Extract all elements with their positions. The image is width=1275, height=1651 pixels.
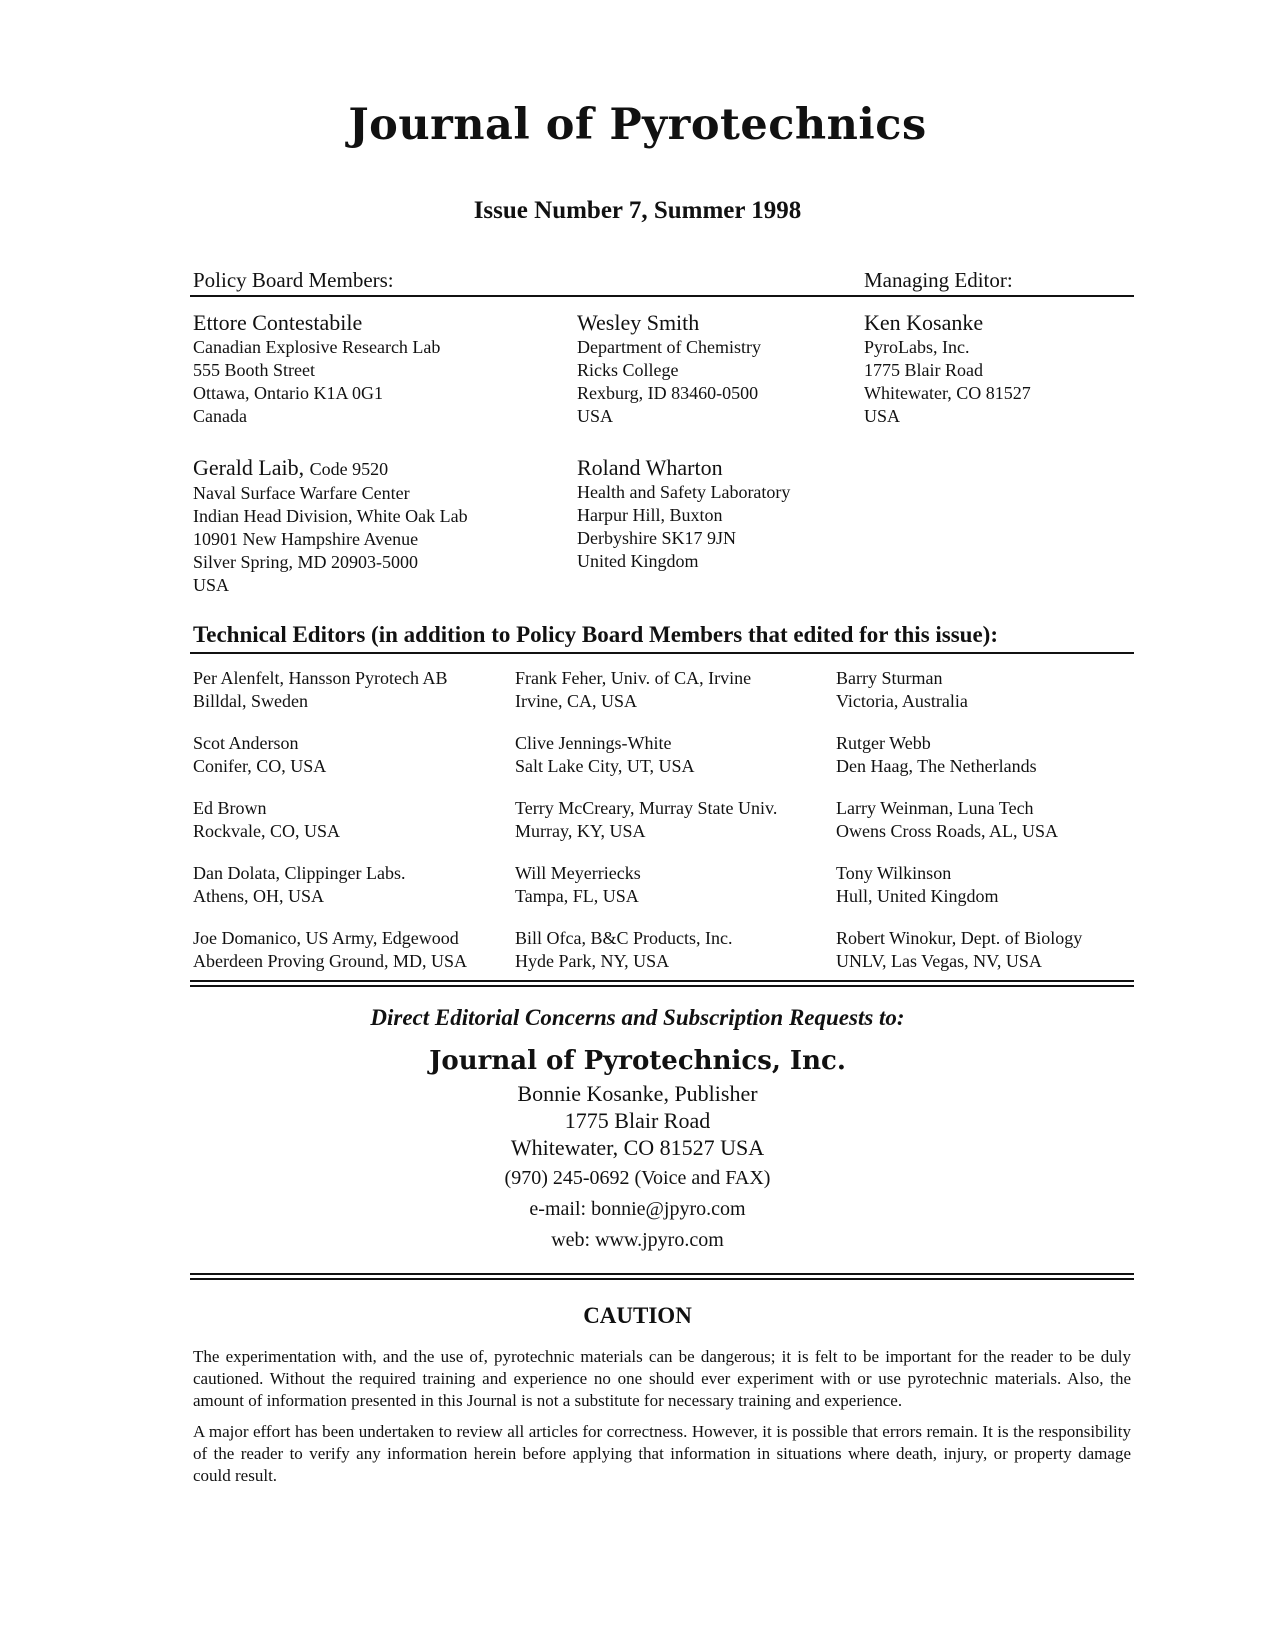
editor-name: Per Alenfelt, Hansson Pyrotech AB — [193, 668, 448, 688]
member-line: Harpur Hill, Buxton — [577, 505, 723, 525]
editor-name: Scot Anderson — [193, 733, 299, 753]
caution-paragraph: A major effort has been undertaken to review all articles for correctness. However, it is possible that errors remain. It is the responsibility of the reader to verify any information herein before applying that information in situations where death, injury, or property damage could result. — [193, 1422, 1131, 1485]
caution-heading: CAUTION — [583, 1303, 692, 1328]
policy-board-rule — [190, 295, 1134, 297]
editor-location: Tampa, FL, USA — [515, 886, 639, 906]
email-line: e-mail: bonnie@jpyro.com — [529, 1198, 746, 1220]
city-line: Whitewater, CO 81527 USA — [510, 1135, 765, 1160]
member-name-text: Gerald Laib, — [193, 455, 305, 480]
editor-name: Will Meyerriecks — [515, 863, 641, 883]
editor-name: Frank Feher, Univ. of CA, Irvine — [515, 668, 752, 688]
member-line: Canadian Explosive Research Lab — [193, 337, 441, 357]
editor-entry — [836, 732, 1151, 778]
editor-location: Murray, KY, USA — [515, 821, 646, 841]
managing-editor — [864, 310, 1031, 428]
policy-member — [577, 310, 761, 428]
editor-name: Terry McCreary, Murray State Univ. — [515, 798, 778, 818]
editor-name: Larry Weinman, Luna Tech — [836, 798, 1034, 818]
editor-entry — [836, 797, 1151, 843]
member-line: Naval Surface Warfare Center — [193, 483, 410, 503]
member-name: Roland Wharton — [577, 455, 723, 480]
editor-location: Victoria, Australia — [836, 691, 968, 711]
technical-editors-rule — [190, 652, 1134, 654]
editor-location: UNLV, Las Vegas, NV, USA — [836, 951, 1042, 971]
member-line: Whitewater, CO 81527 — [864, 383, 1031, 403]
member-line: Health and Safety Laboratory — [577, 482, 791, 502]
editor-name: Joe Domanico, US Army, Edgewood — [193, 928, 459, 948]
member-line: United Kingdom — [577, 551, 699, 571]
editor-entry — [836, 667, 1151, 713]
editor-entry — [515, 732, 830, 778]
editor-name: Ed Brown — [193, 798, 267, 818]
editor-entry — [193, 862, 508, 908]
policy-member — [193, 310, 440, 428]
editor-entry — [193, 797, 508, 843]
member-line: USA — [193, 575, 230, 595]
editor-entry — [515, 862, 830, 908]
editor-entry — [193, 927, 508, 973]
editor-name: Bill Ofca, B&C Products, Inc. — [515, 928, 733, 948]
member-line: 555 Booth Street — [193, 360, 315, 380]
editor-entry — [193, 732, 508, 778]
member-line: Indian Head Division, White Oak Lab — [193, 506, 468, 526]
street-line: 1775 Blair Road — [564, 1108, 711, 1133]
member-line: USA — [577, 406, 614, 426]
editor-location: Athens, OH, USA — [193, 886, 325, 906]
member-line: USA — [864, 406, 901, 426]
contact-divider — [190, 980, 1134, 987]
member-line: Ricks College — [577, 360, 679, 380]
member-line: Silver Spring, MD 20903-5000 — [193, 552, 418, 572]
member-line: Derbyshire SK17 9JN — [577, 528, 736, 548]
member-name: Ken Kosanke — [864, 310, 984, 335]
editor-location: Owens Cross Roads, AL, USA — [836, 821, 1059, 841]
editor-location: Salt Lake City, UT, USA — [515, 756, 695, 776]
editor-location: Aberdeen Proving Ground, MD, USA — [193, 951, 467, 971]
policy-board-label: Policy Board Members: — [193, 268, 394, 292]
caution-divider — [190, 1273, 1134, 1280]
editor-location: Hyde Park, NY, USA — [515, 951, 670, 971]
issue-line: Issue Number 7, Summer 1998 — [473, 197, 802, 224]
editor-entry — [836, 862, 1151, 908]
editor-entry — [836, 927, 1151, 973]
editor-name: Tony Wilkinson — [836, 863, 952, 883]
editor-location: Rockvale, CO, USA — [193, 821, 340, 841]
editor-location: Irvine, CA, USA — [515, 691, 637, 711]
member-name: Wesley Smith — [577, 310, 700, 335]
member-name — [193, 455, 468, 482]
policy-member — [577, 455, 790, 573]
managing-editor-label: Managing Editor: — [864, 268, 1013, 292]
member-line: 1775 Blair Road — [864, 360, 983, 380]
editor-name: Barry Sturman — [836, 668, 943, 688]
editor-location: Conifer, CO, USA — [193, 756, 327, 776]
editor-entry — [515, 667, 830, 713]
editor-name: Robert Winokur, Dept. of Biology — [836, 928, 1083, 948]
member-line: Department of Chemistry — [577, 337, 761, 357]
contact-heading: Direct Editorial Concerns and Subscription Requests to: — [370, 1005, 905, 1030]
caution-paragraph: The experimentation with, and the use of, pyrotechnic materials can be dangerous; it is felt to be important for the reader to be duly cautioned. Without the required training and experience no one should ever experiment with or use pyrotechnic materials. Also, the amount of information presented in this Journal is not a substitute for necessary training and experience. — [193, 1347, 1131, 1410]
editor-name: Clive Jennings-White — [515, 733, 672, 753]
publisher-line: Bonnie Kosanke, Publisher — [517, 1081, 758, 1106]
member-name: Ettore Contestabile — [193, 310, 363, 335]
editor-location: Billdal, Sweden — [193, 691, 308, 711]
editor-entry — [515, 797, 830, 843]
member-line: Canada — [193, 406, 247, 426]
phone-line: (970) 245-0692 (Voice and FAX) — [504, 1167, 771, 1189]
company-name: Journal of Pyrotechnics, Inc. — [429, 1046, 846, 1076]
member-line: PyroLabs, Inc. — [864, 337, 970, 357]
policy-member — [193, 455, 468, 597]
editor-entry — [515, 927, 830, 973]
editor-location: Hull, United Kingdom — [836, 886, 999, 906]
editor-location: Den Haag, The Netherlands — [836, 756, 1037, 776]
editor-name: Dan Dolata, Clippinger Labs. — [193, 863, 406, 883]
member-line: Rexburg, ID 83460-0500 — [577, 383, 759, 403]
member-code: Code 9520 — [309, 459, 389, 479]
journal-title: Journal of Pyrotechnics — [348, 100, 927, 150]
member-line: Ottawa, Ontario K1A 0G1 — [193, 383, 383, 403]
web-line: web: www.jpyro.com — [551, 1229, 724, 1251]
editor-entry — [193, 667, 508, 713]
technical-editors-heading: Technical Editors (in addition to Policy Board Members that edited for this issue): — [193, 622, 998, 647]
member-line: 10901 New Hampshire Avenue — [193, 529, 419, 549]
editor-name: Rutger Webb — [836, 733, 931, 753]
